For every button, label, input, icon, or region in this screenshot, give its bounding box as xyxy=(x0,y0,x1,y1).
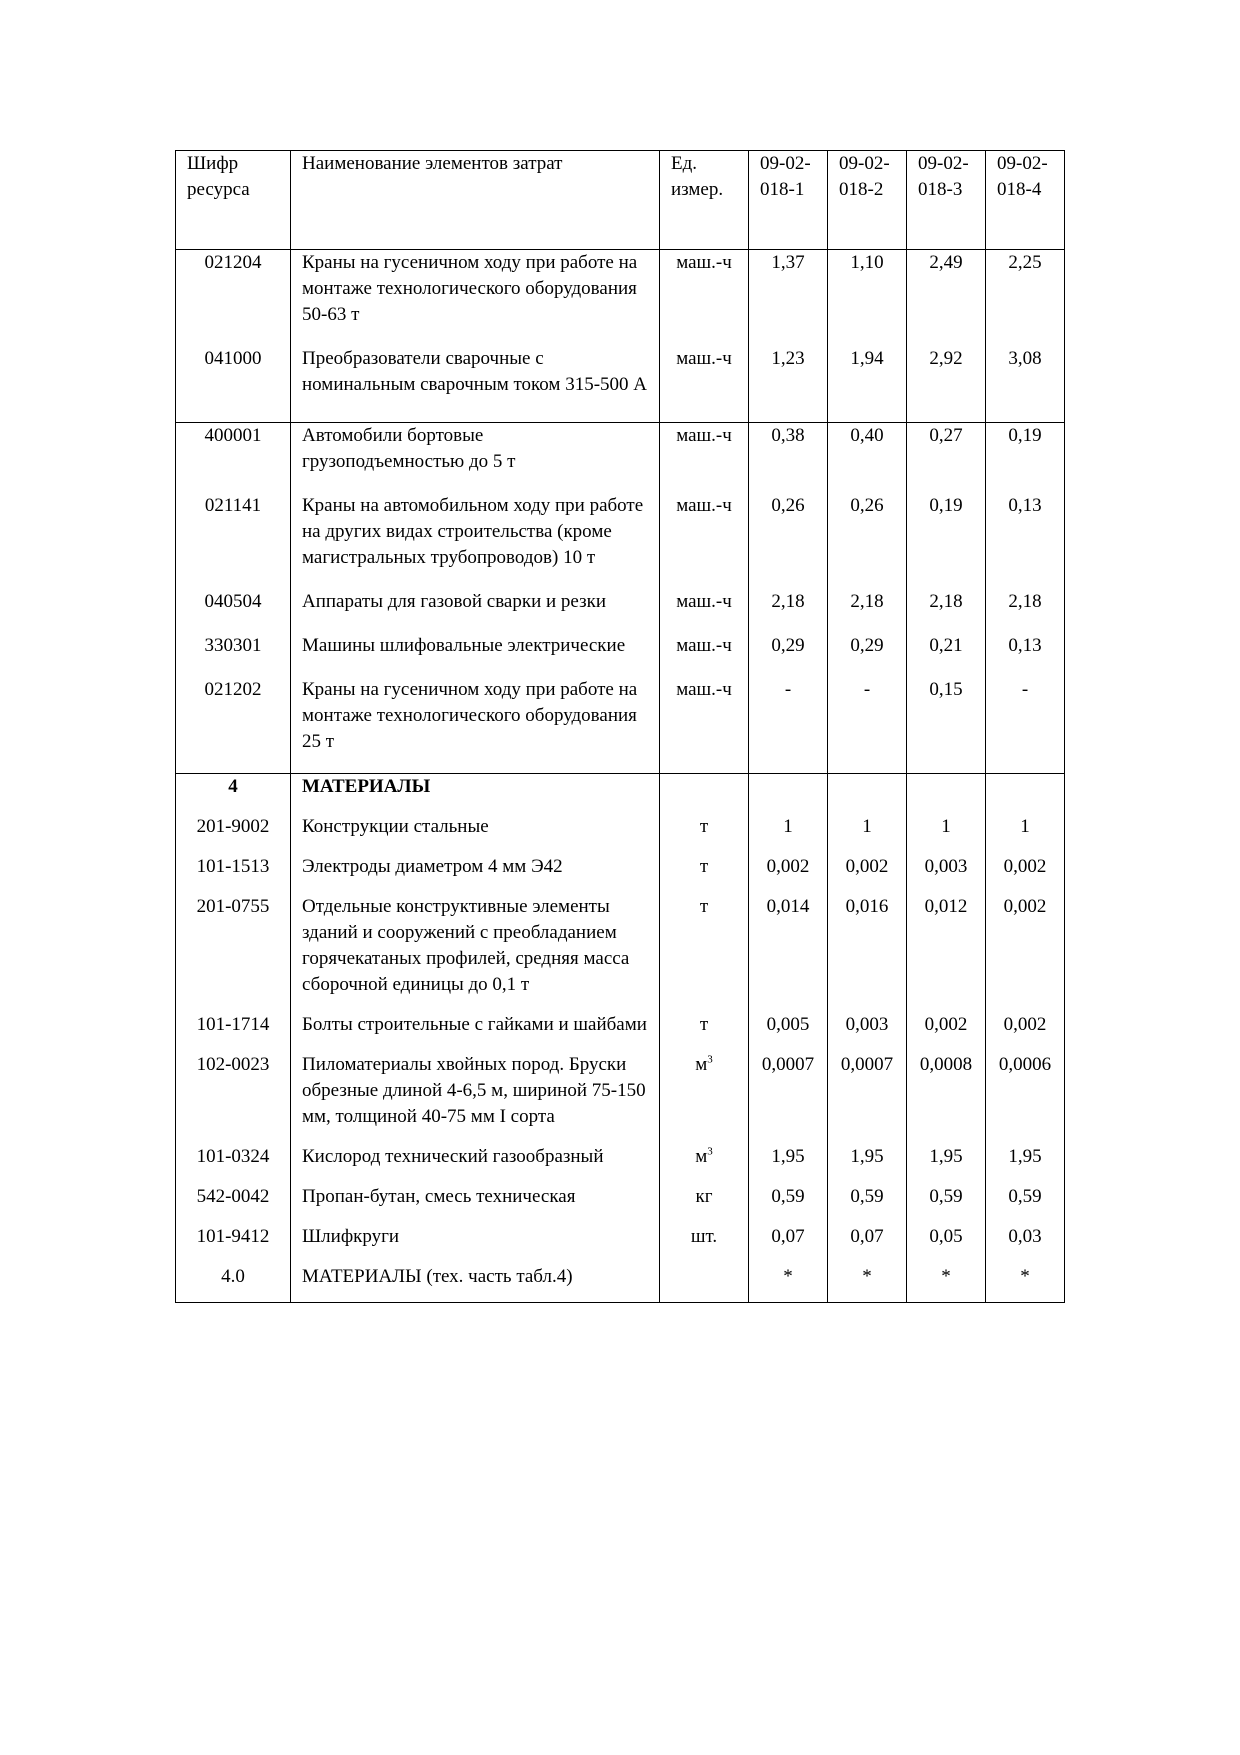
unit-text: кг xyxy=(695,1186,713,1207)
value-col-2: 0,0007 xyxy=(828,1052,907,1144)
cost-element-name: Болты строительные с гайками и шайбами xyxy=(291,1012,660,1052)
unit xyxy=(660,1144,749,1184)
unit xyxy=(660,894,749,1012)
table-row xyxy=(176,1224,1065,1264)
unit-text: маш.-ч xyxy=(676,252,732,273)
value-col-2: 0,29 xyxy=(828,633,907,677)
cost-element-name: Электроды диаметром 4 мм Э42 xyxy=(291,854,660,894)
unit-text: м xyxy=(695,1146,708,1167)
value-col-3 xyxy=(907,774,986,815)
value-col-4: 0,0006 xyxy=(986,1052,1065,1144)
unit xyxy=(660,1264,749,1303)
unit-text: маш.-ч xyxy=(676,591,732,612)
unit-text: маш.-ч xyxy=(676,679,732,700)
unit xyxy=(660,854,749,894)
header-col-1: 09-02-018-1 xyxy=(749,151,828,250)
unit xyxy=(660,774,749,815)
cost-element-name: Краны на автомобильном ходу при работе на других видах строительства (кроме магистральных трубопроводов) 10 т xyxy=(291,493,660,589)
value-col-4: 0,13 xyxy=(986,493,1065,589)
header-col-4: 09-02-018-4 xyxy=(986,151,1065,250)
value-col-4: 1 xyxy=(986,814,1065,854)
value-col-2: 1 xyxy=(828,814,907,854)
unit xyxy=(660,1224,749,1264)
value-col-2 xyxy=(828,774,907,815)
value-col-3: 0,59 xyxy=(907,1184,986,1224)
value-col-4: * xyxy=(986,1264,1065,1303)
unit-text: маш.-ч xyxy=(676,495,732,516)
header-row xyxy=(176,151,1065,250)
table-row xyxy=(176,854,1065,894)
value-col-1: 1,37 xyxy=(749,250,828,347)
resource-code: 330301 xyxy=(176,633,291,677)
value-col-4: 0,19 xyxy=(986,423,1065,494)
header-code: Шифр ресурса xyxy=(176,151,291,250)
value-col-3: 0,21 xyxy=(907,633,986,677)
value-col-1: 1,95 xyxy=(749,1144,828,1184)
table-row xyxy=(176,250,1065,347)
cost-element-name: Преобразователи сварочные с номинальным сварочным током 315-500 А xyxy=(291,346,660,423)
resource-code: 101-0324 xyxy=(176,1144,291,1184)
cost-element-name: Конструкции стальные xyxy=(291,814,660,854)
value-col-4: 0,03 xyxy=(986,1224,1065,1264)
table-row xyxy=(176,1144,1065,1184)
unit-text: м xyxy=(695,1054,708,1075)
unit xyxy=(660,677,749,774)
resource-code: 101-9412 xyxy=(176,1224,291,1264)
value-col-4: 0,59 xyxy=(986,1184,1065,1224)
table-row xyxy=(176,677,1065,774)
value-col-3: * xyxy=(907,1264,986,1303)
value-col-1: 1 xyxy=(749,814,828,854)
table-row xyxy=(176,894,1065,1012)
unit xyxy=(660,814,749,854)
unit-superscript: 3 xyxy=(707,1053,713,1066)
cost-element-name: Краны на гусеничном ходу при работе на монтаже технологического оборудования 25 т xyxy=(291,677,660,774)
cost-element-name: Аппараты для газовой сварки и резки xyxy=(291,589,660,633)
value-col-3: 0,05 xyxy=(907,1224,986,1264)
value-col-4: 0,002 xyxy=(986,854,1065,894)
unit xyxy=(660,633,749,677)
cost-elements-table xyxy=(175,150,1065,1303)
value-col-1: 1,23 xyxy=(749,346,828,423)
value-col-2: 0,40 xyxy=(828,423,907,494)
cost-element-name: Кислород технический газообразный xyxy=(291,1144,660,1184)
cost-element-name: Пиломатериалы хвойных пород. Бруски обрезные длиной 4-6,5 м, шириной 75-150 мм, толщиной 40-75 мм I сорта xyxy=(291,1052,660,1144)
unit-text: т xyxy=(699,1014,709,1035)
value-col-1: 0,29 xyxy=(749,633,828,677)
unit-superscript: 3 xyxy=(707,1145,713,1158)
resource-code: 041000 xyxy=(176,346,291,423)
value-col-4: 1,95 xyxy=(986,1144,1065,1184)
resource-code: 4.0 xyxy=(176,1264,291,1303)
value-col-1: 2,18 xyxy=(749,589,828,633)
value-col-4: 2,25 xyxy=(986,250,1065,347)
header-col-2: 09-02-018-2 xyxy=(828,151,907,250)
value-col-4: 0,13 xyxy=(986,633,1065,677)
unit xyxy=(660,1012,749,1052)
unit xyxy=(660,1184,749,1224)
value-col-3: 1,95 xyxy=(907,1144,986,1184)
value-col-2: 0,016 xyxy=(828,894,907,1012)
value-col-2: 0,59 xyxy=(828,1184,907,1224)
value-col-3: 0,19 xyxy=(907,493,986,589)
table-row xyxy=(176,346,1065,423)
value-col-4: - xyxy=(986,677,1065,774)
value-col-1: 0,59 xyxy=(749,1184,828,1224)
resource-code: 021204 xyxy=(176,250,291,347)
value-col-1: 0,005 xyxy=(749,1012,828,1052)
resource-code: 201-9002 xyxy=(176,814,291,854)
value-col-2: 1,94 xyxy=(828,346,907,423)
unit xyxy=(660,250,749,347)
value-col-3: 0,27 xyxy=(907,423,986,494)
cost-element-name: Пропан-бутан, смесь техническая xyxy=(291,1184,660,1224)
resource-code: 201-0755 xyxy=(176,894,291,1012)
table-row xyxy=(176,493,1065,589)
value-col-2: * xyxy=(828,1264,907,1303)
resource-code: 040504 xyxy=(176,589,291,633)
value-col-1: 0,26 xyxy=(749,493,828,589)
value-col-2: 2,18 xyxy=(828,589,907,633)
value-col-3: 0,002 xyxy=(907,1012,986,1052)
value-col-2: 0,002 xyxy=(828,854,907,894)
value-col-1: 0,07 xyxy=(749,1224,828,1264)
value-col-3: 1 xyxy=(907,814,986,854)
table-row xyxy=(176,814,1065,854)
value-col-3: 0,003 xyxy=(907,854,986,894)
cost-element-name: Краны на гусеничном ходу при работе на монтаже технологического оборудования 50-63 т xyxy=(291,250,660,347)
resource-code: 102-0023 xyxy=(176,1052,291,1144)
value-col-3: 0,15 xyxy=(907,677,986,774)
table-row xyxy=(176,1184,1065,1224)
cost-element-name: МАТЕРИАЛЫ (тех. часть табл.4) xyxy=(291,1264,660,1303)
resource-code: 542-0042 xyxy=(176,1184,291,1224)
value-col-3: 2,18 xyxy=(907,589,986,633)
value-col-3: 2,92 xyxy=(907,346,986,423)
value-col-2: 1,95 xyxy=(828,1144,907,1184)
value-col-3: 0,0008 xyxy=(907,1052,986,1144)
unit xyxy=(660,493,749,589)
value-col-2: - xyxy=(828,677,907,774)
resource-code: 021141 xyxy=(176,493,291,589)
value-col-1: 0,38 xyxy=(749,423,828,494)
cost-element-name: Машины шлифовальные электрические xyxy=(291,633,660,677)
table-body xyxy=(176,151,1065,1303)
value-col-1: 0,002 xyxy=(749,854,828,894)
resource-code: 101-1513 xyxy=(176,854,291,894)
cost-element-name: Автомобили бортовые грузоподъемностью до 5 т xyxy=(291,423,660,494)
header-col-3: 09-02-018-3 xyxy=(907,151,986,250)
header-unit: Ед. измер. xyxy=(660,151,749,250)
cost-element-name: Шлифкруги xyxy=(291,1224,660,1264)
value-col-3: 2,49 xyxy=(907,250,986,347)
value-col-2: 0,003 xyxy=(828,1012,907,1052)
resource-code: 4 xyxy=(176,774,291,815)
cost-element-name: Отдельные конструктивные элементы зданий и сооружений с преобладанием горячекатаных профилей, средняя масса сборочной единицы до 0,1 т xyxy=(291,894,660,1012)
table-row xyxy=(176,1264,1065,1303)
value-col-1 xyxy=(749,774,828,815)
table-row xyxy=(176,774,1065,815)
value-col-2: 1,10 xyxy=(828,250,907,347)
unit-text: т xyxy=(699,856,709,877)
value-col-4: 3,08 xyxy=(986,346,1065,423)
resource-code: 101-1714 xyxy=(176,1012,291,1052)
unit-text: маш.-ч xyxy=(676,425,732,446)
table-row xyxy=(176,633,1065,677)
value-col-3: 0,012 xyxy=(907,894,986,1012)
value-col-1: * xyxy=(749,1264,828,1303)
header-name: Наименование элементов затрат xyxy=(291,151,660,250)
table-row xyxy=(176,1012,1065,1052)
resource-code: 021202 xyxy=(176,677,291,774)
value-col-4: 2,18 xyxy=(986,589,1065,633)
cost-element-name: МАТЕРИАЛЫ xyxy=(291,774,660,815)
value-col-1: 0,0007 xyxy=(749,1052,828,1144)
table-row xyxy=(176,423,1065,494)
value-col-2: 0,07 xyxy=(828,1224,907,1264)
unit xyxy=(660,346,749,423)
unit-text: т xyxy=(699,816,709,837)
unit xyxy=(660,589,749,633)
value-col-1: - xyxy=(749,677,828,774)
value-col-2: 0,26 xyxy=(828,493,907,589)
resource-code: 400001 xyxy=(176,423,291,494)
table-row xyxy=(176,589,1065,633)
unit-text: маш.-ч xyxy=(676,348,732,369)
value-col-4: 0,002 xyxy=(986,1012,1065,1052)
value-col-4: 0,002 xyxy=(986,894,1065,1012)
value-col-1: 0,014 xyxy=(749,894,828,1012)
value-col-4 xyxy=(986,774,1065,815)
unit xyxy=(660,423,749,494)
unit-text: маш.-ч xyxy=(676,635,732,656)
unit-text: т xyxy=(699,896,709,917)
table-row xyxy=(176,1052,1065,1144)
unit xyxy=(660,1052,749,1144)
unit-text: шт. xyxy=(690,1226,718,1247)
